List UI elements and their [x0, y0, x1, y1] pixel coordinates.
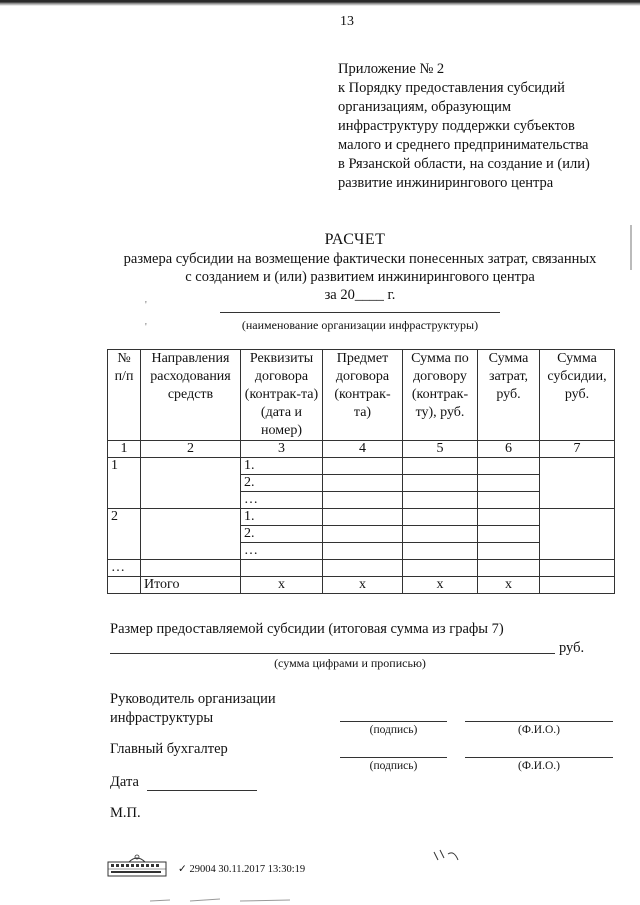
fio-caption: (Ф.И.О.): [518, 760, 560, 772]
row-number: 2: [108, 509, 141, 560]
subsidy-size-label: Размер предоставляемой субсидии (итоговая сумма из графы 7): [110, 621, 504, 637]
column-number: 5: [403, 441, 478, 458]
appendix-line: организациям, образующим: [338, 99, 512, 115]
table-cell: [241, 560, 323, 577]
head-label-line: инфраструктуры: [110, 710, 214, 726]
table-cell: [323, 526, 403, 543]
column-number-row: [108, 441, 615, 458]
x-mark: x: [478, 577, 540, 594]
fio-caption: (Ф.И.О.): [518, 724, 560, 736]
subtitle-line: за 20____ г.: [324, 287, 396, 303]
table-cell: [323, 475, 403, 492]
column-number: 2: [141, 441, 241, 458]
head-fio-line: [465, 721, 613, 722]
date-label: Дата: [110, 774, 139, 790]
signature-caption: (подпись): [369, 760, 418, 772]
column-number: 1: [108, 441, 141, 458]
table-cell: [540, 577, 615, 594]
appendix-line: инфраструктуру поддержки субъектов: [338, 118, 575, 134]
subtitle-line: размера субсидии на возмещение фактически понесенных затрат, связанных: [123, 251, 597, 267]
sub-item: 2.: [241, 475, 323, 492]
table-cell: [478, 458, 540, 475]
table-cell: [323, 509, 403, 526]
header-cell: Предмет договора (контрак-та): [323, 350, 403, 441]
sub-item: 2.: [241, 526, 323, 543]
column-number: 6: [478, 441, 540, 458]
table-cell: [478, 543, 540, 560]
table-cell: [323, 458, 403, 475]
seal-place-label: М.П.: [110, 805, 141, 821]
header-cell: Реквизиты договора (контрак-та) (дата и номер): [241, 350, 323, 441]
total-label: Итого: [141, 577, 241, 594]
appendix-line: малого и среднего предпринимательства: [338, 137, 589, 153]
row-number: …: [108, 560, 141, 577]
top-edge-line: [0, 0, 640, 6]
head-label-line: Руководитель организации: [110, 691, 276, 707]
calculation-subtitle: [60, 250, 640, 304]
table-cell: [403, 475, 478, 492]
table-cell: [323, 560, 403, 577]
registry-stamp-icon: [107, 852, 167, 878]
table-header-row: [108, 350, 615, 441]
header-cell: № п/п: [108, 350, 141, 441]
table-cell: [478, 526, 540, 543]
table-cell: [403, 526, 478, 543]
table-cell: [478, 492, 540, 509]
table-cell: [141, 458, 241, 509]
margin-mark: ': [145, 322, 147, 333]
accountant-fio-line: [465, 757, 613, 758]
table-cell: [108, 577, 141, 594]
sum-caption: (сумма цифрами и прописью): [274, 656, 426, 670]
table-cell: [403, 560, 478, 577]
table-row: [108, 509, 615, 526]
appendix-line: Приложение № 2: [338, 61, 445, 77]
table-cell: [403, 509, 478, 526]
table-cell: [540, 560, 615, 577]
column-number: 4: [323, 441, 403, 458]
appendix-line: в Рязанской области, на создание и (или): [338, 156, 590, 172]
table-cell: [478, 509, 540, 526]
accountant-signature-line: [340, 757, 447, 758]
stamp-number-date: 29004 30.11.2017 13:30:19: [189, 864, 306, 875]
table-row: [108, 560, 615, 577]
pen-mark-icon: ✓: [178, 864, 187, 875]
rub-label: руб.: [559, 640, 585, 656]
appendix-line: к Порядку предоставления субсидий: [338, 80, 565, 96]
table-cell: [478, 560, 540, 577]
calculation-title: РАСЧЕТ: [324, 231, 386, 248]
sum-line: [110, 653, 555, 654]
table-cell: [141, 509, 241, 560]
calculation-table: [107, 349, 615, 594]
column-number: 7: [540, 441, 615, 458]
appendix-line: развитие инжинирингового центра: [338, 175, 554, 191]
table-row: [108, 458, 615, 475]
table-cell: [323, 492, 403, 509]
table-cell: [403, 458, 478, 475]
sub-item: 1.: [241, 509, 323, 526]
x-mark: x: [241, 577, 323, 594]
appendix-block: [338, 60, 618, 193]
table-cell: [540, 458, 615, 509]
table-cell: [540, 509, 615, 560]
table-cell: [403, 492, 478, 509]
registry-stamp-text: [178, 863, 305, 875]
organization-name-line: [220, 312, 500, 313]
sub-item: …: [241, 543, 323, 560]
sub-item: 1.: [241, 458, 323, 475]
header-cell: Направления расходования средств: [141, 350, 241, 441]
head-signature-line: [340, 721, 447, 722]
sub-item: …: [241, 492, 323, 509]
header-cell: Сумма затрат, руб.: [478, 350, 540, 441]
handwritten-mark-icon: [432, 846, 462, 866]
chief-accountant-label: Главный бухгалтер: [110, 741, 228, 757]
header-cell: Сумма субсидии, руб.: [540, 350, 615, 441]
page-number: 13: [340, 14, 354, 29]
header-cell: Сумма по договору (контрак-ту), руб.: [403, 350, 478, 441]
x-mark: x: [323, 577, 403, 594]
table-cell: [478, 475, 540, 492]
row-number: 1: [108, 458, 141, 509]
date-line: [147, 790, 257, 791]
column-number: 3: [241, 441, 323, 458]
organization-caption: (наименование организации инфраструктуры): [241, 318, 479, 332]
table-cell: [323, 543, 403, 560]
total-row: [108, 577, 615, 594]
table-cell: [141, 560, 241, 577]
subtitle-line: с созданием и (или) развитием инжинирингового центра: [185, 269, 535, 285]
bottom-scan-mark-icon: [150, 895, 300, 903]
margin-mark: ': [145, 300, 147, 311]
head-of-organization-label: [110, 690, 330, 728]
table-cell: [403, 543, 478, 560]
signature-caption: (подпись): [369, 724, 418, 736]
x-mark: x: [403, 577, 478, 594]
